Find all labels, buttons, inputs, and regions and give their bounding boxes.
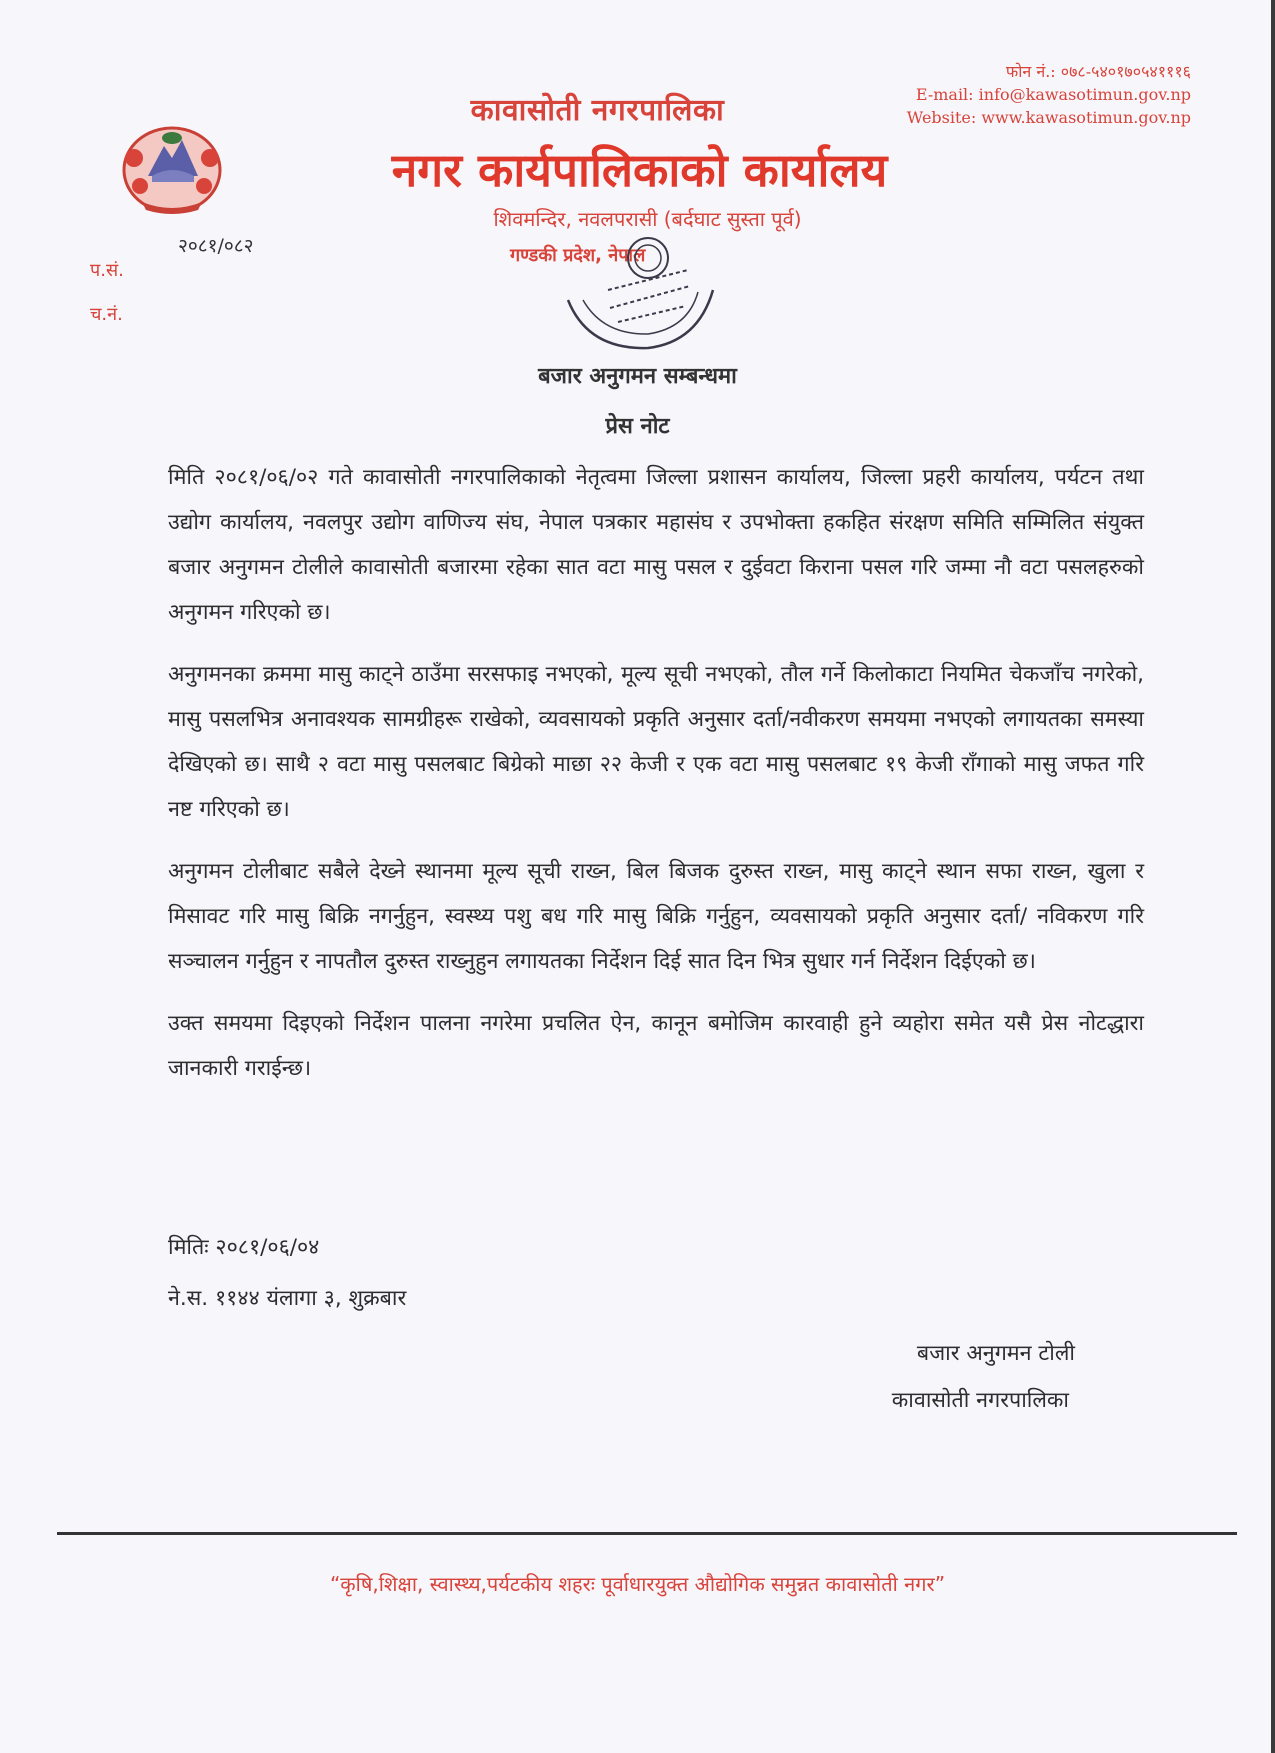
footer-divider (57, 1532, 1237, 1535)
paragraph-2: अनुगमनका क्रममा मासु काट्ने ठाउँमा सरसफाइ नभएको, मूल्य सूची नभएको, तौल गर्ने किलोकाटा नियमित चेकजाँच नगरेको, मासु पसलभित्र अनावश्यक सामग्रीहरू राखेको, व्यवसायको प्रकृति अनुसार दर्ता/नवीकरण समयमा नभएको लगायतका समस्या देखिएको छ। साथै २ वटा मासु पसलबाट बिग्रेको माछा २२ केजी र एक वटा मासु पसलबाट १९ केजी राँगाको मासु जफत गरि नष्ट गरिएको छ। (168, 662, 1144, 822)
address-line-1: शिवमन्दिर, नवलपरासी (बर्दघाट सुस्ता पूर्व) (493, 207, 802, 231)
email-address: E-mail: info@kawasotimun.gov.np (915, 85, 1191, 104)
reference-number-label: प.सं. (90, 260, 124, 281)
office-stamp-icon (548, 230, 738, 360)
scan-edge (1271, 0, 1275, 1753)
letter-body (168, 455, 1144, 1108)
office-name: नगर कार्यपालिकाको कार्यालय (391, 143, 888, 197)
phone-number: फोन नं.: ०७८-५४०१७०५४१११६ (1005, 62, 1191, 81)
municipality-name: कावासोती नगरपालिका (470, 93, 725, 128)
issue-date: मितिः २०८१/०६/०४ (168, 1235, 320, 1260)
address-line-2: गण्डकी प्रदेश, नेपाल (510, 245, 646, 266)
signature-team: बजार अनुगमन टोली (916, 1341, 1075, 1366)
paragraph-4: उक्त समयमा दिइएको निर्देशन पालना नगरेमा प्रचलित ऐन, कानून बमोजिम कारवाही हुने व्यहोरा समेत यसै प्रेस नोटद्धारा जानकारी गराईन्छ। (168, 1011, 1144, 1081)
signature-municipality: कावासोती नगरपालिका (891, 1388, 1069, 1413)
subject-line: बजार अनुगमन सम्बन्धमा (538, 364, 737, 389)
fiscal-year: २०८१/०८२ (178, 235, 254, 257)
municipality-motto: “कृषि,शिक्षा, स्वास्थ्य,पर्यटकीय शहरः पूर्वाधारयुक्त औद्योगिक समुन्नत कावासोती नगर” (329, 1572, 946, 1596)
website-address: Website: www.kawasotimun.gov.np (906, 108, 1191, 127)
paragraph-1: मिति २०८१/०६/०२ गते कावासोती नगरपालिकाको नेतृत्वमा जिल्ला प्रशासन कार्यालय, जिल्ला प्रहरी कार्यालय, पर्यटन तथा उद्योग कार्यालय, नवलपुर उद्योग वाणिज्य संघ, नेपाल पत्रकार महासंघ र उपभोक्ता हकहित संरक्षण समिति सम्मिलित संयुक्त बजार अनुगमन टोलीले कावासोती बजारमा रहेका सात वटा मासु पसल र दुईवटा किराना पसल गरि जम्मा नौ वटा पसलहरुको अनुगमन गरिएको छ। (168, 465, 1144, 625)
nepal-sambat-date: ने.स. ११४४ यंलागा ३, शुक्रबार (168, 1286, 407, 1311)
dispatch-number-label: च.नं. (90, 304, 123, 325)
document-type: प्रेस नोट (605, 414, 670, 439)
paragraph-3: अनुगमन टोलीबाट सबैले देख्ने स्थानमा मूल्य सूची राख्न, बिल बिजक दुरुस्त राख्न, मासु काट्ने स्थान सफा राख्न, खुला र मिसावट गरि मासु बिक्रि नगर्नुहुन, स्वस्थ्य पशु बध गरि मासु बिक्रि गर्नुहुन, व्यवसायको प्रकृति अनुसार दर्ता/ नविकरण गरि सञ्चालन गर्नुहुन र नापतौल दुरुस्त राख्नुहुन लगायतका निर्देशन दिई सात दिन भित्र सुधार गर्न निर्देशन दिईएको छ। (168, 859, 1144, 974)
